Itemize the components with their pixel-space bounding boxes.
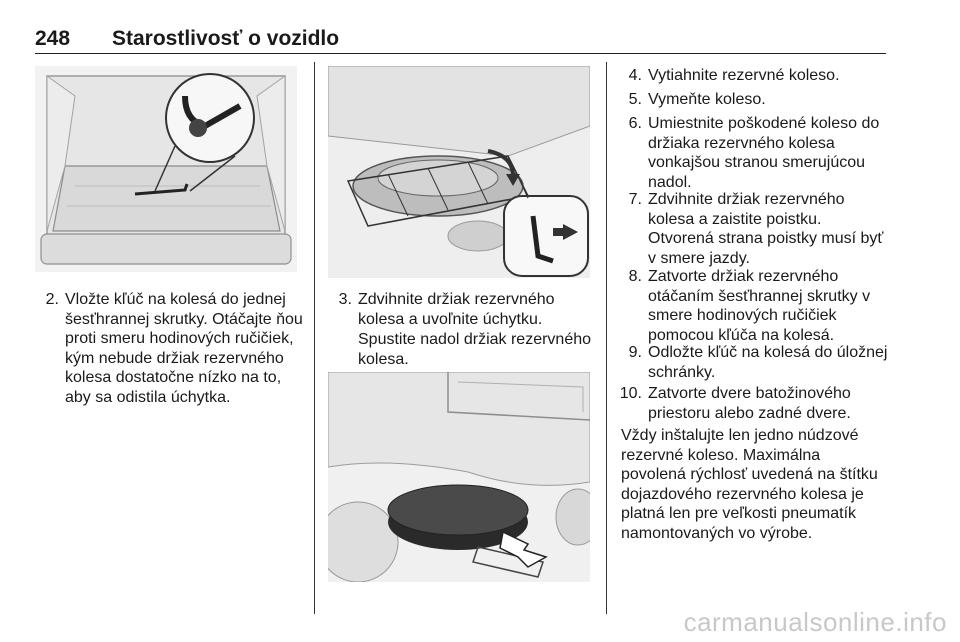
spare-wheel-lowered-illustration <box>328 372 590 582</box>
column-divider-left <box>314 62 315 614</box>
step-3-note: Spustite nadol držiak rezervného kolesa. <box>358 331 592 368</box>
step-text: Umiestnite poškodené koleso do držiaka rezervného kolesa vonkajšou stranou smerujúcou nadol. <box>648 115 880 191</box>
header-rule <box>35 53 886 54</box>
step-number: 3. <box>338 291 352 308</box>
step-3 <box>328 290 603 332</box>
step-2 <box>35 290 310 410</box>
page-header <box>35 27 886 53</box>
spare-wheel-note: Vždy inštalujte len jedno núdzové rezervné koleso. Maximálna povolená rýchlosť uvedená na štítku dojazdového rezervného kolesa je platná len pre veľkosti pneumatík namontovaných vo výrobe. <box>621 427 878 542</box>
step-text: Zatvorte dvere batožinového priestoru alebo zadné dvere. <box>648 385 851 422</box>
figure-spare-wheel-lowered <box>328 372 590 582</box>
step-text: Odložte kľúč na kolesá do úložnej schránky. <box>648 344 888 381</box>
trunk-illustration <box>35 66 297 272</box>
step-number: 4. <box>628 67 642 84</box>
step-text: Zdvihnite držiak rezervného kolesa a zaistite poistku. Otvorená strana poistky musí byť v smere jazdy. <box>648 191 884 267</box>
step-text: Zdvihnite držiak rezervného kolesa a uvoľnite úchytku. <box>358 291 555 328</box>
step-text: Vymeňte koleso. <box>648 91 766 108</box>
step-number: 7. <box>628 191 642 208</box>
figure-spare-wheel-holder <box>328 66 590 278</box>
step-number: 6. <box>628 115 642 132</box>
step-number: 5. <box>628 91 642 108</box>
step-number: 9. <box>628 344 642 361</box>
spare-wheel-holder-illustration <box>328 66 590 278</box>
page-number: 248 <box>35 27 71 50</box>
step-text: Vytiahnite rezervné koleso. <box>648 67 840 84</box>
step-number: 10. <box>619 385 642 402</box>
step-number: 2. <box>45 291 59 308</box>
step-text: Vložte kľúč na kolesá do jednej šesťhrannej skrutky. Otáčajte ňou proti smeru hodinových ručičiek, kým nebude držiak rezervného kolesa dostatočne nízko na to, aby sa odistila úchytka. <box>65 291 303 406</box>
figure-trunk-hex-bolt <box>35 66 297 272</box>
column-divider-right <box>606 62 607 614</box>
section-title: Starostlivosť o vozidlo <box>112 27 340 50</box>
step-text: Zatvorte držiak rezervného otáčaním šesťhrannej skrutky v smere hodinových ručičiek pomocou kľúča na kolesá. <box>648 268 871 344</box>
step-number: 8. <box>628 268 642 285</box>
watermark: carmanualsonline.info <box>683 607 947 637</box>
